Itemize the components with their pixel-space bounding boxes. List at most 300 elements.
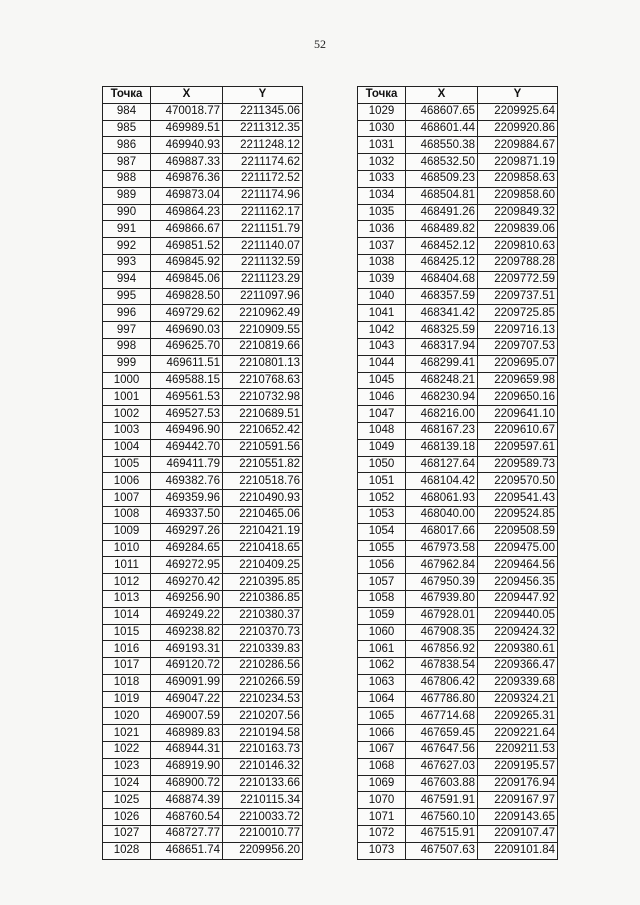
- table-row: [358, 607, 558, 624]
- cell-x: 467962.84: [406, 557, 478, 574]
- cell-point: 1048: [358, 422, 406, 439]
- table-row: [103, 204, 303, 221]
- column-header-y: Y: [478, 87, 558, 104]
- cell-x: 469876.36: [151, 170, 223, 187]
- cell-point: 1021: [103, 725, 151, 742]
- table-row: [358, 742, 558, 759]
- cell-y: 2210962.49: [223, 305, 303, 322]
- cell-x: 468489.82: [406, 221, 478, 238]
- cell-x: 469359.96: [151, 490, 223, 507]
- cell-point: 1032: [358, 154, 406, 171]
- cell-y: 2210465.06: [223, 506, 303, 523]
- cell-y: 2210418.65: [223, 540, 303, 557]
- column-header-x: X: [406, 87, 478, 104]
- cell-y: 2211140.07: [223, 238, 303, 255]
- cell-x: 468299.41: [406, 355, 478, 372]
- table-row: [358, 322, 558, 339]
- cell-x: 468874.39: [151, 792, 223, 809]
- cell-y: 2211097.96: [223, 288, 303, 305]
- cell-point: 1045: [358, 372, 406, 389]
- table-row: [358, 187, 558, 204]
- cell-x: 468504.81: [406, 187, 478, 204]
- table-row: [103, 254, 303, 271]
- cell-x: 469527.53: [151, 406, 223, 423]
- table-row: [103, 137, 303, 154]
- cell-y: 2210421.19: [223, 523, 303, 540]
- table-header-row: [358, 87, 558, 104]
- cell-x: 467560.10: [406, 809, 478, 826]
- cell-y: 2209541.43: [478, 490, 558, 507]
- cell-y: 2209211.53: [478, 742, 558, 759]
- cell-y: 2210386.85: [223, 590, 303, 607]
- table-row: [358, 624, 558, 641]
- cell-point: 1071: [358, 809, 406, 826]
- cell-point: 992: [103, 238, 151, 255]
- table-row: [358, 809, 558, 826]
- cell-x: 467973.58: [406, 540, 478, 557]
- table-row: [358, 103, 558, 120]
- table-row: [358, 557, 558, 574]
- cell-y: 2209176.94: [478, 775, 558, 792]
- cell-point: 1023: [103, 758, 151, 775]
- cell-point: 1033: [358, 170, 406, 187]
- cell-point: 1007: [103, 490, 151, 507]
- cell-point: 1010: [103, 540, 151, 557]
- cell-point: 1002: [103, 406, 151, 423]
- cell-x: 469989.51: [151, 120, 223, 137]
- cell-point: 1013: [103, 590, 151, 607]
- cell-x: 467786.80: [406, 691, 478, 708]
- cell-x: 469690.03: [151, 322, 223, 339]
- cell-point: 1000: [103, 372, 151, 389]
- cell-y: 2209849.32: [478, 204, 558, 221]
- table-row: [103, 288, 303, 305]
- table-row: [103, 439, 303, 456]
- cell-point: 1006: [103, 473, 151, 490]
- cell-x: 467507.63: [406, 842, 478, 859]
- cell-y: 2211345.06: [223, 103, 303, 120]
- cell-point: 1063: [358, 674, 406, 691]
- table-row: [103, 523, 303, 540]
- cell-x: 468317.94: [406, 338, 478, 355]
- cell-y: 2209339.68: [478, 674, 558, 691]
- cell-x: 467647.56: [406, 742, 478, 759]
- table-row: [103, 742, 303, 759]
- cell-x: 469238.82: [151, 624, 223, 641]
- table-row: [358, 523, 558, 540]
- cell-x: 469047.22: [151, 691, 223, 708]
- cell-point: 1043: [358, 338, 406, 355]
- table-row: [358, 305, 558, 322]
- cell-point: 993: [103, 254, 151, 271]
- cell-y: 2210490.93: [223, 490, 303, 507]
- cell-point: 990: [103, 204, 151, 221]
- table-row: [358, 154, 558, 171]
- cell-point: 1057: [358, 574, 406, 591]
- cell-point: 995: [103, 288, 151, 305]
- cell-point: 996: [103, 305, 151, 322]
- cell-y: 2210689.51: [223, 406, 303, 423]
- table-row: [358, 221, 558, 238]
- cell-point: 1036: [358, 221, 406, 238]
- table-row: [358, 204, 558, 221]
- cell-x: 469411.79: [151, 456, 223, 473]
- cell-y: 2211132.59: [223, 254, 303, 271]
- cell-x: 468532.50: [406, 154, 478, 171]
- cell-y: 2209597.61: [478, 439, 558, 456]
- cell-x: 467627.03: [406, 758, 478, 775]
- cell-y: 2210591.56: [223, 439, 303, 456]
- cell-y: 2209524.85: [478, 506, 558, 523]
- cell-x: 469588.15: [151, 372, 223, 389]
- cell-y: 2210768.63: [223, 372, 303, 389]
- cell-x: 468509.23: [406, 170, 478, 187]
- cell-y: 2211248.12: [223, 137, 303, 154]
- table-row: [103, 674, 303, 691]
- table-row: [358, 120, 558, 137]
- cell-point: 1004: [103, 439, 151, 456]
- cell-y: 2209107.47: [478, 826, 558, 843]
- cell-y: 2209772.59: [478, 271, 558, 288]
- table-row: [358, 372, 558, 389]
- cell-point: 1040: [358, 288, 406, 305]
- cell-y: 2211312.35: [223, 120, 303, 137]
- cell-x: 468760.54: [151, 809, 223, 826]
- cell-point: 1011: [103, 557, 151, 574]
- cell-x: 468404.68: [406, 271, 478, 288]
- cell-y: 2210266.59: [223, 674, 303, 691]
- table-row: [358, 506, 558, 523]
- cell-y: 2209440.05: [478, 607, 558, 624]
- table-row: [103, 590, 303, 607]
- cell-y: 2209610.67: [478, 422, 558, 439]
- cell-x: 468989.83: [151, 725, 223, 742]
- cell-point: 987: [103, 154, 151, 171]
- table-row: [103, 322, 303, 339]
- table-row: [358, 842, 558, 859]
- cell-y: 2210010.77: [223, 826, 303, 843]
- cell-y: 2209101.84: [478, 842, 558, 859]
- cell-y: 2209659.98: [478, 372, 558, 389]
- page-number: 52: [314, 37, 326, 51]
- table-row: [358, 708, 558, 725]
- cell-point: 1018: [103, 674, 151, 691]
- cell-point: 1055: [358, 540, 406, 557]
- table-row: [103, 842, 303, 859]
- table-row: [103, 574, 303, 591]
- table-row: [103, 624, 303, 641]
- cell-y: 2210033.72: [223, 809, 303, 826]
- cell-y: 2211123.29: [223, 271, 303, 288]
- cell-point: 1009: [103, 523, 151, 540]
- cell-y: 2209641.10: [478, 406, 558, 423]
- cell-point: 1020: [103, 708, 151, 725]
- cell-point: 1001: [103, 389, 151, 406]
- cell-x: 467928.01: [406, 607, 478, 624]
- column-header-y: Y: [223, 87, 303, 104]
- cell-point: 1039: [358, 271, 406, 288]
- cell-x: 469442.70: [151, 439, 223, 456]
- cell-y: 2210801.13: [223, 355, 303, 372]
- cell-x: 468216.00: [406, 406, 478, 423]
- cell-point: 1027: [103, 826, 151, 843]
- cell-x: 468341.42: [406, 305, 478, 322]
- cell-y: 2209366.47: [478, 658, 558, 675]
- cell-y: 2209424.32: [478, 624, 558, 641]
- cell-point: 1005: [103, 456, 151, 473]
- cell-point: 1069: [358, 775, 406, 792]
- cell-x: 468425.12: [406, 254, 478, 271]
- cell-y: 2209195.57: [478, 758, 558, 775]
- table-row: [103, 406, 303, 423]
- cell-x: 469193.31: [151, 641, 223, 658]
- cell-point: 1003: [103, 422, 151, 439]
- cell-y: 2209920.86: [478, 120, 558, 137]
- table-row: [358, 641, 558, 658]
- table-row: [358, 590, 558, 607]
- cell-y: 2211162.17: [223, 204, 303, 221]
- cell-y: 2210551.82: [223, 456, 303, 473]
- cell-y: 2209143.65: [478, 809, 558, 826]
- table-row: [358, 691, 558, 708]
- table-row: [358, 826, 558, 843]
- table-row: [103, 422, 303, 439]
- cell-point: 1070: [358, 792, 406, 809]
- table-row: [103, 221, 303, 238]
- cell-point: 988: [103, 170, 151, 187]
- table-row: [358, 758, 558, 775]
- column-header-point: Точка: [103, 87, 151, 104]
- table-row: [103, 372, 303, 389]
- table-row: [103, 473, 303, 490]
- table-row: [103, 389, 303, 406]
- cell-y: 2209925.64: [478, 103, 558, 120]
- cell-y: 2210115.34: [223, 792, 303, 809]
- table-row: [103, 658, 303, 675]
- cell-y: 2210370.73: [223, 624, 303, 641]
- cell-x: 469007.59: [151, 708, 223, 725]
- cell-x: 468491.26: [406, 204, 478, 221]
- table-row: [103, 305, 303, 322]
- column-header-x: X: [151, 87, 223, 104]
- table-row: [103, 540, 303, 557]
- coordinates-table-right: [357, 86, 558, 860]
- cell-point: 989: [103, 187, 151, 204]
- table-row: [358, 137, 558, 154]
- table-row: [103, 338, 303, 355]
- cell-point: 1053: [358, 506, 406, 523]
- table-row: [358, 490, 558, 507]
- cell-y: 2210163.73: [223, 742, 303, 759]
- table-row: [358, 288, 558, 305]
- cell-y: 2209380.61: [478, 641, 558, 658]
- cell-x: 469866.67: [151, 221, 223, 238]
- cell-y: 2210286.56: [223, 658, 303, 675]
- cell-x: 468104.42: [406, 473, 478, 490]
- cell-x: 467515.91: [406, 826, 478, 843]
- cell-point: 1041: [358, 305, 406, 322]
- cell-x: 469873.04: [151, 187, 223, 204]
- table-row: [103, 607, 303, 624]
- cell-x: 470018.77: [151, 103, 223, 120]
- cell-x: 468452.12: [406, 238, 478, 255]
- cell-point: 1019: [103, 691, 151, 708]
- cell-point: 1035: [358, 204, 406, 221]
- table-row: [103, 120, 303, 137]
- cell-x: 468127.64: [406, 456, 478, 473]
- cell-x: 469284.65: [151, 540, 223, 557]
- table-row: [358, 674, 558, 691]
- cell-point: 1030: [358, 120, 406, 137]
- cell-point: 1024: [103, 775, 151, 792]
- table-row: [358, 422, 558, 439]
- table-row: [103, 187, 303, 204]
- cell-x: 468607.65: [406, 103, 478, 120]
- table-row: [103, 725, 303, 742]
- table-row: [103, 154, 303, 171]
- table-row: [103, 170, 303, 187]
- table-row: [103, 758, 303, 775]
- cell-y: 2210339.83: [223, 641, 303, 658]
- cell-x: 468230.94: [406, 389, 478, 406]
- cell-point: 1068: [358, 758, 406, 775]
- cell-x: 469249.22: [151, 607, 223, 624]
- cell-point: 1051: [358, 473, 406, 490]
- cell-point: 997: [103, 322, 151, 339]
- cell-y: 2209725.85: [478, 305, 558, 322]
- cell-y: 2209324.21: [478, 691, 558, 708]
- cell-x: 469256.90: [151, 590, 223, 607]
- cell-x: 469845.06: [151, 271, 223, 288]
- table-row: [103, 490, 303, 507]
- cell-point: 1060: [358, 624, 406, 641]
- cell-x: 468900.72: [151, 775, 223, 792]
- table-row: [358, 355, 558, 372]
- cell-y: 2209810.63: [478, 238, 558, 255]
- table-row: [358, 658, 558, 675]
- cell-x: 469561.53: [151, 389, 223, 406]
- cell-point: 1061: [358, 641, 406, 658]
- table-row: [358, 238, 558, 255]
- table-row: [358, 389, 558, 406]
- cell-y: 2209464.56: [478, 557, 558, 574]
- cell-point: 985: [103, 120, 151, 137]
- cell-y: 2209695.07: [478, 355, 558, 372]
- cell-point: 1016: [103, 641, 151, 658]
- table-row: [358, 540, 558, 557]
- cell-x: 467838.54: [406, 658, 478, 675]
- cell-point: 1059: [358, 607, 406, 624]
- cell-x: 467908.35: [406, 624, 478, 641]
- cell-x: 469940.93: [151, 137, 223, 154]
- cell-point: 998: [103, 338, 151, 355]
- cell-point: 1025: [103, 792, 151, 809]
- table-row: [358, 338, 558, 355]
- cell-x: 469887.33: [151, 154, 223, 171]
- cell-y: 2209858.60: [478, 187, 558, 204]
- table-row: [103, 355, 303, 372]
- cell-y: 2209737.51: [478, 288, 558, 305]
- cell-point: 1073: [358, 842, 406, 859]
- cell-x: 468651.74: [151, 842, 223, 859]
- cell-x: 468248.21: [406, 372, 478, 389]
- cell-y: 2211172.52: [223, 170, 303, 187]
- table-row: [358, 271, 558, 288]
- cell-x: 468357.59: [406, 288, 478, 305]
- cell-x: 468167.23: [406, 422, 478, 439]
- cell-y: 2209221.64: [478, 725, 558, 742]
- cell-x: 468139.18: [406, 439, 478, 456]
- cell-y: 2209650.16: [478, 389, 558, 406]
- cell-y: 2209589.73: [478, 456, 558, 473]
- cell-point: 991: [103, 221, 151, 238]
- table-row: [103, 238, 303, 255]
- cell-x: 467603.88: [406, 775, 478, 792]
- cell-y: 2210234.53: [223, 691, 303, 708]
- cell-x: 468727.77: [151, 826, 223, 843]
- table-row: [103, 103, 303, 120]
- cell-x: 469091.99: [151, 674, 223, 691]
- table-header-row: [103, 87, 303, 104]
- cell-x: 469120.72: [151, 658, 223, 675]
- cell-x: 469864.23: [151, 204, 223, 221]
- cell-x: 468944.31: [151, 742, 223, 759]
- table-row: [103, 506, 303, 523]
- cell-point: 1037: [358, 238, 406, 255]
- cell-point: 1064: [358, 691, 406, 708]
- cell-x: 469851.52: [151, 238, 223, 255]
- cell-y: 2209884.67: [478, 137, 558, 154]
- cell-point: 1028: [103, 842, 151, 859]
- cell-x: 469496.90: [151, 422, 223, 439]
- cell-x: 468061.93: [406, 490, 478, 507]
- cell-x: 468040.00: [406, 506, 478, 523]
- cell-y: 2210652.42: [223, 422, 303, 439]
- cell-point: 1034: [358, 187, 406, 204]
- cell-x: 467950.39: [406, 574, 478, 591]
- cell-x: 469828.50: [151, 288, 223, 305]
- cell-y: 2210732.98: [223, 389, 303, 406]
- cell-point: 1056: [358, 557, 406, 574]
- cell-x: 469382.76: [151, 473, 223, 490]
- table-row: [358, 439, 558, 456]
- table-row: [103, 271, 303, 288]
- cell-point: 1022: [103, 742, 151, 759]
- cell-x: 469845.92: [151, 254, 223, 271]
- cell-x: 469297.26: [151, 523, 223, 540]
- table-row: [358, 725, 558, 742]
- cell-point: 1047: [358, 406, 406, 423]
- cell-point: 1029: [358, 103, 406, 120]
- cell-y: 2209839.06: [478, 221, 558, 238]
- table-row: [358, 406, 558, 423]
- table-row: [103, 708, 303, 725]
- cell-point: 1015: [103, 624, 151, 641]
- cell-point: 984: [103, 103, 151, 120]
- cell-y: 2209707.53: [478, 338, 558, 355]
- cell-point: 1008: [103, 506, 151, 523]
- cell-x: 469337.50: [151, 506, 223, 523]
- cell-point: 1031: [358, 137, 406, 154]
- cell-y: 2210819.66: [223, 338, 303, 355]
- table-row: [103, 809, 303, 826]
- cell-point: 1058: [358, 590, 406, 607]
- cell-x: 469272.95: [151, 557, 223, 574]
- cell-point: 1072: [358, 826, 406, 843]
- table-row: [103, 456, 303, 473]
- cell-y: 2210207.56: [223, 708, 303, 725]
- cell-y: 2210194.58: [223, 725, 303, 742]
